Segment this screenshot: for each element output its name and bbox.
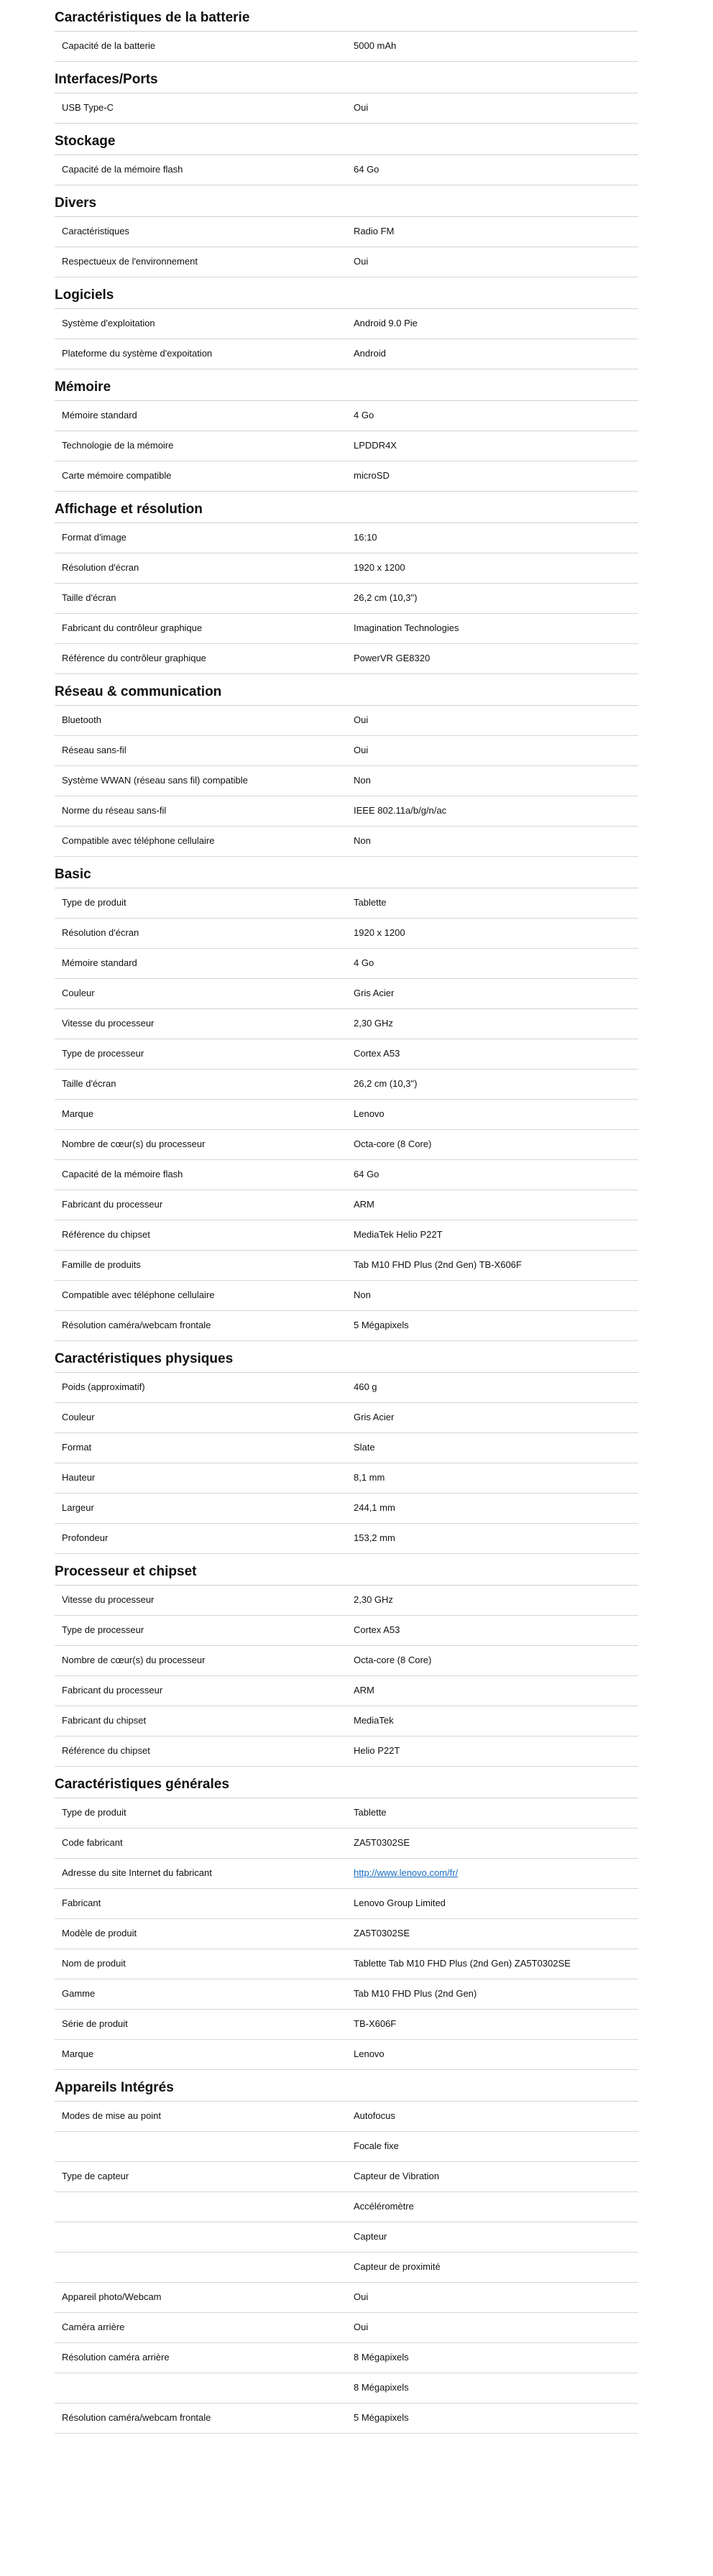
spec-row	[55, 584, 638, 614]
spec-label: Résolution caméra/webcam frontale	[62, 1320, 211, 1330]
spec-value: MediaTek Helio P22T	[354, 1229, 443, 1240]
spec-row	[55, 1100, 638, 1130]
spec-label: Appareil photo/Webcam	[62, 2291, 162, 2302]
spec-value: LPDDR4X	[354, 440, 397, 451]
spec-label: Type de processeur	[62, 1624, 144, 1635]
spec-label: Respectueux de l'environnement	[62, 256, 198, 267]
spec-label: Format	[62, 1442, 92, 1453]
spec-value: Lenovo Group Limited	[354, 1898, 446, 1908]
spec-value: Oui	[354, 2322, 369, 2332]
spec-value: MediaTek	[354, 1715, 394, 1726]
spec-value: Oui	[354, 745, 369, 755]
spec-row	[55, 1706, 638, 1736]
spec-row	[55, 2313, 638, 2343]
section-title: Interfaces/Ports	[55, 62, 638, 93]
spec-row	[55, 32, 638, 62]
spec-value: 5 Mégapixels	[354, 1320, 409, 1330]
spec-value: 1920 x 1200	[354, 927, 405, 938]
spec-label: Série de produit	[62, 2018, 128, 2029]
spec-label: Plateforme du système d'expoitation	[62, 348, 213, 359]
section-title: Réseau & communication	[55, 674, 638, 706]
spec-value: Octa-core (8 Core)	[354, 1655, 432, 1665]
spec-value: 64 Go	[354, 164, 380, 175]
spec-row	[55, 1070, 638, 1100]
spec-value: Oui	[354, 102, 369, 113]
spec-value: 8 Mégapixels	[354, 2352, 409, 2363]
section-basic	[55, 857, 638, 1341]
spec-value: Gris Acier	[354, 1412, 395, 1422]
section-interfaces-ports	[55, 62, 638, 124]
spec-value: 2,30 GHz	[354, 1018, 393, 1029]
spec-row	[55, 827, 638, 857]
spec-label: Marque	[62, 1108, 94, 1119]
spec-row	[55, 401, 638, 431]
spec-label: Profondeur	[62, 1532, 109, 1543]
spec-row	[55, 888, 638, 919]
spec-label: Résolution d'écran	[62, 927, 139, 938]
spec-value: IEEE 802.11a/b/g/n/ac	[354, 805, 447, 816]
spec-value: 1920 x 1200	[354, 562, 405, 573]
spec-value: microSD	[354, 470, 390, 481]
section-title: Logiciels	[55, 277, 638, 309]
spec-value: Autofocus	[354, 2110, 395, 2121]
spec-row	[55, 2222, 638, 2253]
spec-label: Technologie de la mémoire	[62, 440, 174, 451]
section-reseau-communication	[55, 674, 638, 857]
spec-row	[55, 1736, 638, 1767]
spec-label: Poids (approximatif)	[62, 1381, 145, 1392]
spec-label: Référence du chipset	[62, 1745, 150, 1756]
spec-row	[55, 247, 638, 277]
spec-row	[55, 1130, 638, 1160]
spec-row	[55, 644, 638, 674]
spec-row	[55, 766, 638, 796]
spec-label: Adresse du site Internet du fabricant	[62, 1867, 212, 1878]
spec-value: Capteur de Vibration	[354, 2171, 440, 2181]
spec-label: Type de processeur	[62, 1048, 144, 1059]
spec-label: Carte mémoire compatible	[62, 470, 172, 481]
section-title: Caractéristiques de la batterie	[55, 0, 638, 32]
spec-label: Fabricant	[62, 1898, 101, 1908]
spec-row	[55, 1039, 638, 1070]
spec-label: Résolution caméra/webcam frontale	[62, 2412, 211, 2423]
spec-label: Couleur	[62, 1412, 95, 1422]
spec-label: Famille de produits	[62, 1259, 141, 1270]
spec-label: Marque	[62, 2048, 94, 2059]
spec-row	[55, 949, 638, 979]
spec-row	[55, 155, 638, 185]
spec-label: Système d'exploitation	[62, 318, 155, 328]
spec-row	[55, 431, 638, 461]
spec-row	[55, 1463, 638, 1494]
section-caracteristiques-physiques	[55, 1341, 638, 1554]
spec-sheet	[55, 0, 638, 2434]
spec-value: 8 Mégapixels	[354, 2382, 409, 2393]
spec-label: Format d'image	[62, 532, 126, 543]
spec-label: Fabricant du processeur	[62, 1199, 163, 1210]
spec-row	[55, 461, 638, 492]
spec-row	[55, 1949, 638, 1979]
section-title: Stockage	[55, 124, 638, 155]
spec-label: Caractéristiques	[62, 226, 129, 236]
spec-value: Tab M10 FHD Plus (2nd Gen) TB-X606F	[354, 1259, 522, 1270]
spec-label: Taille d'écran	[62, 1078, 116, 1089]
spec-row	[55, 1979, 638, 2010]
spec-row	[55, 1403, 638, 1433]
spec-row	[55, 736, 638, 766]
spec-row	[55, 1311, 638, 1341]
spec-row	[55, 93, 638, 124]
spec-row	[55, 1373, 638, 1403]
spec-label: Résolution d'écran	[62, 562, 139, 573]
spec-value: 4 Go	[354, 410, 374, 420]
spec-label: Taille d'écran	[62, 592, 116, 603]
spec-value: Android	[354, 348, 386, 359]
spec-row	[55, 1616, 638, 1646]
spec-row	[55, 339, 638, 369]
spec-label: Largeur	[62, 1502, 94, 1513]
spec-value: 64 Go	[354, 1169, 380, 1179]
section-divers	[55, 185, 638, 277]
spec-row	[55, 2253, 638, 2283]
spec-label: Compatible avec téléphone cellulaire	[62, 835, 215, 846]
spec-label: Capacité de la mémoire flash	[62, 164, 183, 175]
section-memoire	[55, 369, 638, 492]
section-appareils-integres	[55, 2070, 638, 2434]
spec-row	[55, 1251, 638, 1281]
spec-row	[55, 2404, 638, 2434]
spec-label: Référence du contrôleur graphique	[62, 653, 206, 663]
section-title: Affichage et résolution	[55, 492, 638, 523]
spec-row	[55, 1281, 638, 1311]
spec-label: Fabricant du chipset	[62, 1715, 147, 1726]
spec-label: Nombre de cœur(s) du processeur	[62, 1655, 206, 1665]
spec-value: Non	[354, 1289, 371, 1300]
spec-label: Type de produit	[62, 1807, 126, 1818]
spec-value: 2,30 GHz	[354, 1594, 393, 1605]
spec-value: Octa-core (8 Core)	[354, 1138, 432, 1149]
spec-value: TB-X606F	[354, 2018, 397, 2029]
spec-row	[55, 2010, 638, 2040]
spec-row	[55, 2132, 638, 2162]
spec-label: Bluetooth	[62, 714, 101, 725]
spec-value: Radio FM	[354, 226, 395, 236]
spec-row	[55, 2162, 638, 2192]
spec-label: USB Type-C	[62, 102, 114, 113]
spec-row	[55, 1676, 638, 1706]
spec-value: Cortex A53	[354, 1048, 400, 1059]
spec-row	[55, 2283, 638, 2313]
spec-value: 153,2 mm	[354, 1532, 395, 1543]
spec-value: 4 Go	[354, 957, 374, 968]
spec-row	[55, 1586, 638, 1616]
spec-value: Tablette	[354, 1807, 387, 1818]
spec-label: Mémoire standard	[62, 410, 137, 420]
spec-label: Capacité de la batterie	[62, 40, 156, 51]
section-affichage-et-resolution	[55, 492, 638, 674]
spec-value: Accéléromètre	[354, 2201, 414, 2212]
spec-label: Norme du réseau sans-fil	[62, 805, 167, 816]
spec-value: Oui	[354, 714, 369, 725]
spec-row	[55, 1160, 638, 1190]
spec-value: Oui	[354, 2291, 369, 2302]
spec-label: Nombre de cœur(s) du processeur	[62, 1138, 206, 1149]
spec-value: 16:10	[354, 532, 377, 543]
section-stockage	[55, 124, 638, 185]
spec-label: Modèle de produit	[62, 1928, 137, 1938]
spec-value: 5 Mégapixels	[354, 2412, 409, 2423]
spec-label: Référence du chipset	[62, 1229, 150, 1240]
spec-label: Fabricant du processeur	[62, 1685, 163, 1696]
spec-row	[55, 1798, 638, 1828]
spec-row	[55, 2102, 638, 2132]
spec-value: ARM	[354, 1685, 374, 1696]
spec-value: Non	[354, 835, 371, 846]
spec-value: Capteur de proximité	[354, 2261, 441, 2272]
spec-label: Réseau sans-fil	[62, 745, 126, 755]
spec-row	[55, 1919, 638, 1949]
spec-value: Lenovo	[354, 1108, 385, 1119]
section-title: Mémoire	[55, 369, 638, 401]
spec-value: Helio P22T	[354, 1745, 400, 1756]
spec-label: Compatible avec téléphone cellulaire	[62, 1289, 215, 1300]
spec-value: Gris Acier	[354, 988, 395, 998]
spec-row	[55, 1646, 638, 1676]
spec-value: Imagination Technologies	[354, 622, 459, 633]
spec-value: Android 9.0 Pie	[354, 318, 418, 328]
section-caracteristiques-de-la-batterie	[55, 0, 638, 62]
spec-label: Vitesse du processeur	[62, 1018, 155, 1029]
spec-row	[55, 217, 638, 247]
spec-row	[55, 614, 638, 644]
spec-value: Slate	[354, 1442, 375, 1453]
spec-value: ZA5T0302SE	[354, 1837, 410, 1848]
spec-label: Fabricant du contrôleur graphique	[62, 622, 203, 633]
spec-label: Code fabricant	[62, 1837, 123, 1848]
spec-row	[55, 523, 638, 553]
spec-row	[55, 1859, 638, 1889]
section-title: Caractéristiques physiques	[55, 1341, 638, 1373]
spec-value: 460 g	[354, 1381, 377, 1392]
spec-row	[55, 309, 638, 339]
spec-label: Couleur	[62, 988, 95, 998]
spec-row	[55, 2343, 638, 2373]
spec-value: 26,2 cm (10,3")	[354, 592, 418, 603]
spec-label: Type de capteur	[62, 2171, 129, 2181]
spec-value: Non	[354, 775, 371, 786]
spec-row	[55, 919, 638, 949]
spec-value: Lenovo	[354, 2048, 385, 2059]
spec-row	[55, 706, 638, 736]
spec-label: Résolution caméra arrière	[62, 2352, 170, 2363]
spec-value: Tab M10 FHD Plus (2nd Gen)	[354, 1988, 477, 1999]
spec-label: Système WWAN (réseau sans fil) compatible	[62, 775, 248, 786]
spec-row	[55, 1828, 638, 1859]
spec-label: Mémoire standard	[62, 957, 137, 968]
spec-value: 8,1 mm	[354, 1472, 385, 1483]
spec-row	[55, 2192, 638, 2222]
spec-value: 26,2 cm (10,3")	[354, 1078, 418, 1089]
spec-value: ARM	[354, 1199, 374, 1210]
spec-value: Tablette Tab M10 FHD Plus (2nd Gen) ZA5T0302SE	[354, 1958, 571, 1969]
manufacturer-website-link[interactable]: http://www.lenovo.com/fr/	[354, 1867, 459, 1878]
spec-row	[55, 1190, 638, 1220]
spec-value: Capteur	[354, 2231, 387, 2242]
spec-value: PowerVR GE8320	[354, 653, 431, 663]
spec-row	[55, 1494, 638, 1524]
spec-value: ZA5T0302SE	[354, 1928, 410, 1938]
spec-value: 5000 mAh	[354, 40, 397, 51]
spec-label: Capacité de la mémoire flash	[62, 1169, 183, 1179]
section-title: Basic	[55, 857, 638, 888]
spec-label: Modes de mise au point	[62, 2110, 162, 2121]
spec-row	[55, 979, 638, 1009]
section-title: Appareils Intégrés	[55, 2070, 638, 2102]
spec-row	[55, 2040, 638, 2070]
spec-row	[55, 796, 638, 827]
spec-value: Cortex A53	[354, 1624, 400, 1635]
spec-label: Caméra arrière	[62, 2322, 125, 2332]
section-processeur-et-chipset	[55, 1554, 638, 1767]
spec-label: Vitesse du processeur	[62, 1594, 155, 1605]
spec-row	[55, 1009, 638, 1039]
spec-row	[55, 1433, 638, 1463]
spec-row	[55, 1889, 638, 1919]
spec-label: Gamme	[62, 1988, 96, 1999]
spec-label: Hauteur	[62, 1472, 96, 1483]
spec-row	[55, 1524, 638, 1554]
section-title: Caractéristiques générales	[55, 1767, 638, 1798]
section-title: Processeur et chipset	[55, 1554, 638, 1586]
spec-value: Focale fixe	[354, 2140, 399, 2151]
spec-label: Type de produit	[62, 897, 126, 908]
spec-row	[55, 1220, 638, 1251]
spec-value: Oui	[354, 256, 369, 267]
spec-value: Tablette	[354, 897, 387, 908]
spec-label: Nom de produit	[62, 1958, 126, 1969]
spec-row	[55, 2373, 638, 2404]
spec-row	[55, 553, 638, 584]
spec-value: 244,1 mm	[354, 1502, 395, 1513]
section-caracteristiques-generales	[55, 1767, 638, 2070]
section-logiciels	[55, 277, 638, 369]
section-title: Divers	[55, 185, 638, 217]
